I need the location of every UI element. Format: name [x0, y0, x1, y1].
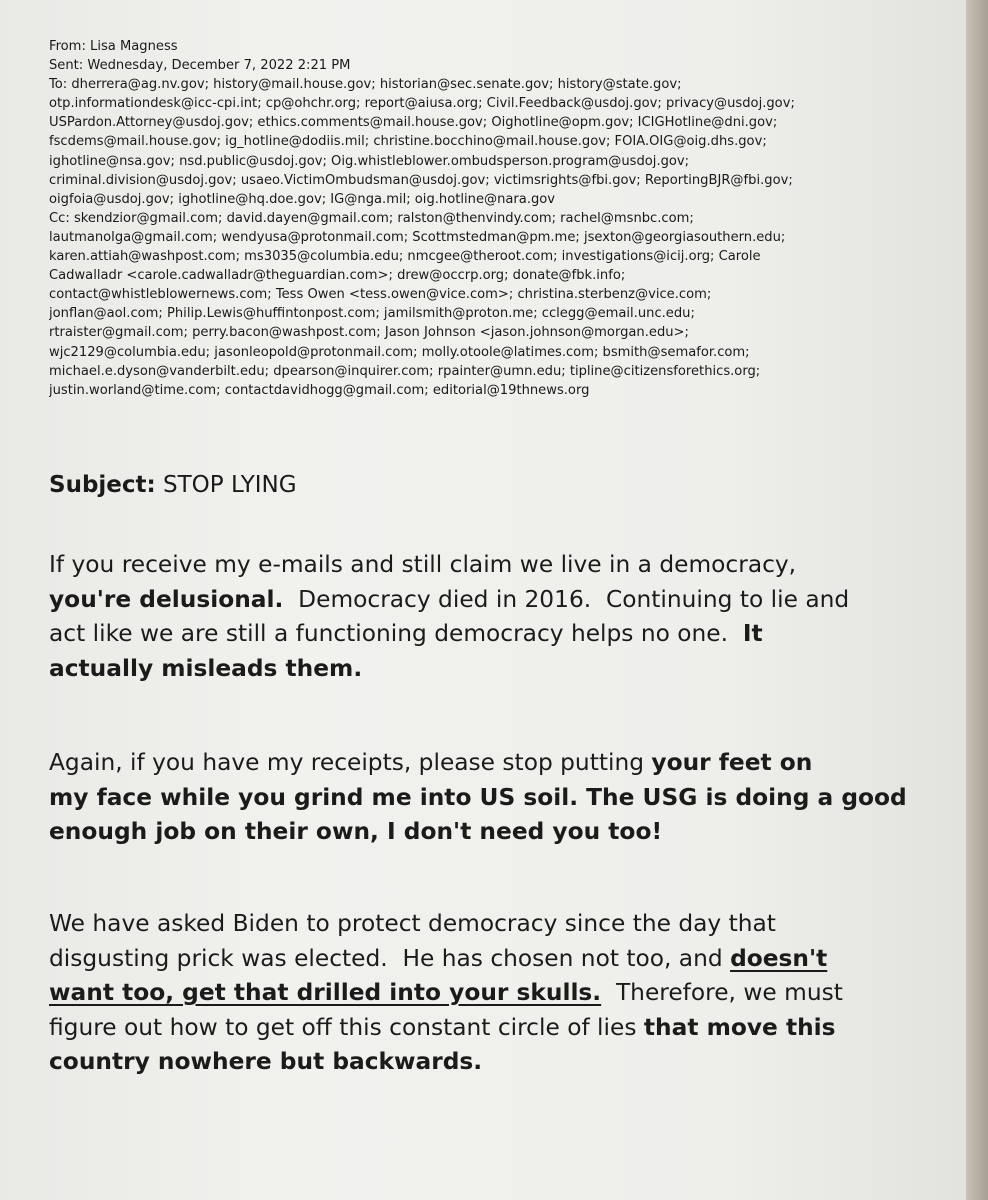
body-text: Therefore, we must — [601, 979, 843, 1006]
body-line — [49, 617, 949, 652]
from-label: From: — [49, 39, 86, 54]
cc-recipients-line: justin.worland@time.com; contactdavidhogg@gmail.com; editorial@19thnews.org — [49, 382, 590, 398]
bold-line: country nowhere but backwards. — [49, 1048, 483, 1075]
to-recipients-line: ighotline@nsa.gov; nsd.public@usdoj.gov; Oig.whistleblower.ombudsperson.program@usdoj.gov; — [49, 153, 690, 169]
bold-text: you're delusional. — [49, 585, 284, 613]
to-recipients-line: fscdems@mail.house.gov; ig_hotline@dodiis.mil; christine.bocchino@mail.house.gov; FOIA.OIG@oig.dhs.gov; — [49, 134, 767, 150]
bold-text: that move this — [643, 1013, 836, 1041]
to-recipients-line: dherrera@ag.nv.gov; history@mail.house.gov; historian@sec.senate.gov; history@state.gov; — [71, 77, 682, 93]
cc-recipients-line: skendzior@gmail.com; david.dayen@gmail.com; ralston@thenvindy.com; rachel@msnbc.com; — [73, 210, 694, 226]
to-label: To: — [49, 77, 68, 93]
cc-recipients-line: wjc2129@columbia.edu; jasonleopold@protonmail.com; molly.otoole@latimes.com; bsmith@semafor.com; — [49, 344, 750, 360]
cc-row — [49, 209, 949, 228]
sent-value: Wednesday, December 7, 2022 2:21 PM — [87, 58, 351, 74]
bold-underlined-text: doesn't — [730, 944, 828, 972]
subject-line — [49, 470, 297, 500]
cc-recipients-line: michael.e.dyson@vanderbilt.edu; dpearson@inquirer.com; rpainter@umn.edu; tipline@citizensforethics.org; — [49, 363, 761, 379]
body-line — [49, 583, 949, 618]
bold-line: my face while you grind me into US soil. The USG is doing a good — [49, 783, 907, 811]
body-line — [49, 976, 949, 1011]
cc-recipients-line: rtraister@gmail.com; perry.bacon@washpost.com; Jason Johnson <jason.johnson@morgan.edu>; — [49, 325, 689, 341]
sent-label: Sent: — [49, 58, 84, 74]
sent-row — [49, 56, 949, 75]
body-text: Again, if you have my receipts, please stop putting — [49, 749, 652, 776]
body-line — [49, 746, 949, 781]
body-paragraph-1 — [49, 548, 949, 686]
body-paragraph-2 — [49, 746, 949, 850]
body-line: We have asked Biden to protect democracy since the day that — [49, 910, 776, 937]
body-text: disgusting prick was elected. He has chosen not too, and — [49, 944, 731, 972]
cc-recipients-line: contact@whistleblowernews.com; Tess Owen <tess.owen@vice.com>; christina.sterbenz@vice.com; — [49, 287, 712, 303]
body-line: If you receive my e-mails and still claim we live in a democracy, — [49, 551, 797, 578]
body-line — [49, 1011, 949, 1046]
bold-text: your feet on — [651, 749, 813, 776]
bold-line: enough job on their own, I don't need you too! — [49, 818, 663, 845]
to-recipients-line: criminal.division@usdoj.gov; usaeo.VictimOmbudsman@usdoj.gov; victimsrights@fbi.gov; ReportingBJR@fbi.gov; — [49, 172, 793, 188]
body-text: figure out how to get off this constant circle of lies — [49, 1013, 644, 1041]
to-recipients-line: oigfoia@usdoj.gov; ighotline@hq.doe.gov; IG@nga.mil; oig.hotline@nara.gov — [49, 191, 556, 207]
body-paragraph-3 — [49, 907, 949, 1080]
table-surface — [966, 0, 988, 1200]
cc-recipients-line: karen.attiah@washpost.com; ms3035@columbia.edu; nmcgee@theroot.com; investigations@icij.org; Carole — [49, 249, 761, 265]
cc-recipients-line: Cadwalladr <carole.cadwalladr@theguardian.com>; drew@occrp.org; donate@fbk.info; — [49, 268, 626, 284]
bold-underlined-text: want too, get that drilled into your skulls. — [49, 979, 602, 1006]
cc-recipients-line: jonflan@aol.com; Philip.Lewis@huffintonpost.com; jamilsmith@proton.me; cclegg@email.unc.edu; — [49, 306, 695, 322]
cc-recipients-line: lautmanolga@gmail.com; wendyusa@protonmail.com; Scottmstedman@pm.me; jsexton@georgiasouthern.edu; — [49, 229, 786, 245]
body-text: act like we are still a functioning democracy helps no one. — [49, 620, 743, 647]
email-header — [49, 37, 949, 400]
subject-value: STOP LYING — [163, 472, 297, 498]
to-recipients-line: otp.informationdesk@icc-cpi.int; cp@ohchr.org; report@aiusa.org; Civil.Feedback@usdoj.gov; privacy@usdoj.gov; — [49, 96, 795, 112]
subject-label: Subject: — [49, 472, 156, 498]
body-line — [49, 942, 949, 977]
cc-label: Cc: — [49, 210, 70, 226]
from-value: Lisa Magness — [90, 39, 178, 54]
to-row — [49, 75, 949, 94]
from-row — [49, 37, 949, 56]
bold-line: actually misleads them. — [49, 654, 363, 682]
to-recipients-line: USPardon.Attorney@usdoj.gov; ethics.comments@mail.house.gov; Oighotline@opm.gov; ICIGHotline@dni.gov; — [49, 115, 778, 131]
bold-text: It — [742, 620, 763, 647]
body-text: Democracy died in 2016. Continuing to lie and — [283, 585, 850, 613]
